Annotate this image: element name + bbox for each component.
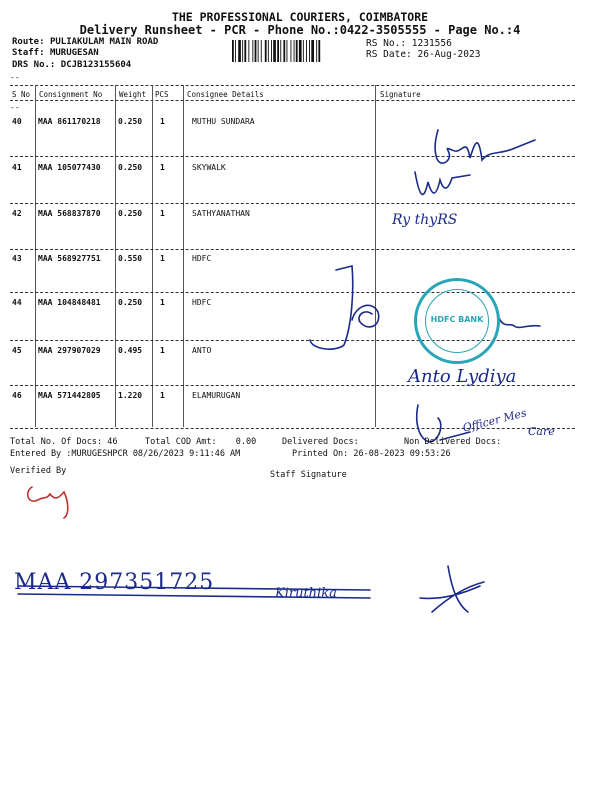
header-dashes: -- [10, 103, 20, 112]
staff-value: MURUGESAN [49, 48, 99, 58]
row-weight: 0.250 [118, 163, 143, 172]
row-consignment: MAA 568837870 [38, 209, 101, 218]
signature-row-41 [415, 172, 470, 194]
row-weight: 0.250 [118, 209, 143, 218]
row-consignment: MAA 571442805 [38, 391, 101, 400]
row-pcs: 1 [160, 391, 165, 400]
row-weight: 1.220 [118, 391, 143, 400]
bank-stamp [414, 278, 500, 364]
row-sno: 41 [12, 163, 22, 172]
runsheet-subtitle: Delivery Runsheet - PCR - Phone No.:0422-3505555 - Page No.:4 [79, 23, 521, 37]
total-cod [145, 437, 256, 447]
cod-value: 0.00 [235, 437, 257, 447]
delivered-docs-label: Delivered Docs: [282, 437, 359, 447]
stamp-text: HDFC BANK [430, 315, 484, 324]
row-consignee: ELAMURUGAN [192, 391, 241, 400]
row-consignment: MAA 105077430 [38, 163, 101, 172]
signature-row-43 [310, 266, 353, 349]
row-pcs: 1 [160, 254, 165, 263]
staff-signature-label: Staff Signature [270, 470, 347, 480]
col-header-sno: S No [12, 90, 31, 99]
col-header-consignment: Consignment No [39, 90, 103, 99]
row-consignee: HDFC [192, 254, 212, 263]
total-docs-value: 46 [107, 437, 118, 447]
rs-date-label: RS Date: [366, 49, 412, 60]
row-consignee: MUTHU SUNDARA [192, 117, 255, 126]
non-delivered-docs-label: Non Delivered Docs: [404, 437, 502, 447]
printed-on: Printed On: 26-08-2023 09:53:26 [292, 449, 451, 459]
route-value: PULIAKULAM MAIN ROAD [49, 37, 159, 47]
row-consignee: HDFC [192, 298, 212, 307]
row-weight: 0.250 [118, 117, 143, 126]
signature-row-40 [435, 130, 535, 163]
handwritten-name: Kiruthika [275, 586, 337, 601]
row-consignee: SATHYANATHAN [192, 209, 250, 218]
row-consignment: MAA 861170218 [38, 117, 101, 126]
row-consignment: MAA 568927751 [38, 254, 101, 263]
cod-label: Total COD Amt: [145, 437, 217, 447]
rs-date-value: 26-Aug-2023 [417, 49, 481, 60]
row-pcs: 1 [160, 117, 165, 126]
drs-value: DCJB123155604 [60, 60, 132, 70]
row-pcs: 1 [160, 298, 165, 307]
row-weight: 0.550 [118, 254, 143, 263]
col-header-weight: Weight [119, 90, 147, 99]
signature-row-42-text: Ry thyRS [392, 212, 458, 228]
row-sno: 44 [12, 298, 22, 307]
row-consignment: MAA 104848481 [38, 298, 101, 307]
signature-verified-by [28, 487, 68, 518]
row-consignee: SKYWALK [192, 163, 226, 172]
row-sno: 46 [12, 391, 22, 400]
row-weight: 0.495 [118, 346, 143, 355]
row-sno: 45 [12, 346, 22, 355]
handwritten-consignment: MAA 297351725 [14, 570, 215, 595]
total-docs [10, 437, 118, 447]
signature-row-44 [352, 305, 379, 327]
row-consignment: MAA 297907029 [38, 346, 101, 355]
row-consignee: ANTO [192, 346, 212, 355]
row-weight: 0.250 [118, 298, 143, 307]
row-sno: 43 [12, 254, 22, 263]
leading-dashes: -- [10, 73, 20, 82]
row-pcs: 1 [160, 163, 165, 172]
signature-bottom-cross [420, 566, 484, 612]
row-pcs: 1 [160, 209, 165, 218]
row-pcs: 1 [160, 346, 165, 355]
signature-row-45-text: Anto Lydiya [408, 366, 517, 387]
col-header-consignee: Consignee Details [187, 90, 264, 99]
company-title: THE PROFESSIONAL COURIERS, COIMBATORE [171, 10, 429, 24]
staff-label: Staff: [12, 48, 45, 58]
total-docs-label: Total No. Of Docs: [10, 437, 103, 447]
verified-by-label: Verified By [10, 466, 67, 476]
row-sno: 42 [12, 209, 22, 218]
rs-no-value: 1231556 [411, 38, 452, 49]
col-header-signature: Signature [380, 90, 421, 99]
drs-label: DRS No.: [12, 60, 56, 70]
col-header-pcs: PCS [155, 90, 169, 99]
rs-no-label: RS No.: [366, 38, 407, 49]
signature-row-46-text-a: Officer Mes [461, 406, 528, 435]
row-sno: 40 [12, 117, 22, 126]
route-label: Route: [12, 37, 45, 47]
signature-row-46-text-b: Care [528, 425, 555, 438]
signature-row-44-b [498, 316, 540, 327]
entered-by: Entered By :MURUGESHPCR 08/26/2023 9:11:46 AM [10, 449, 241, 459]
